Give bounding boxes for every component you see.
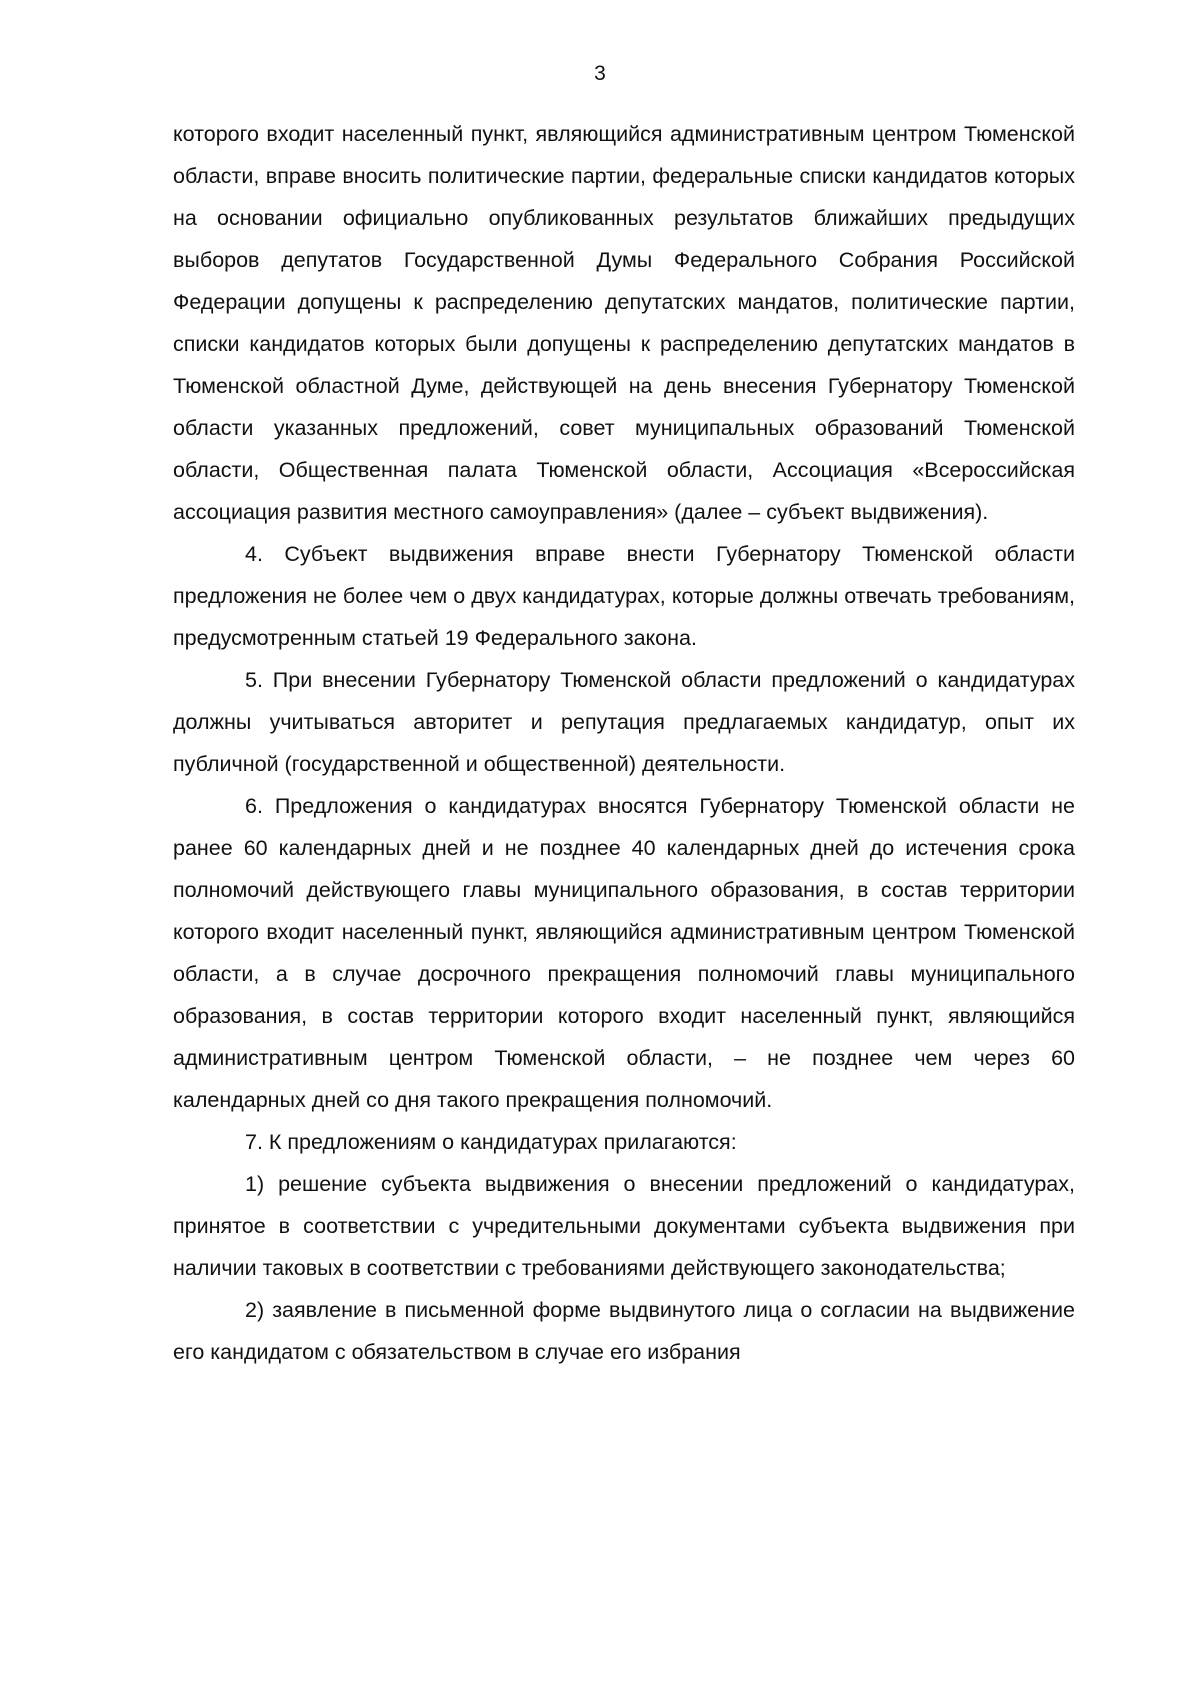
paragraph-continuation: которого входит населенный пункт, являющийся административным центром Тюменской области, вправе вносить политические партии, федеральные списки кандидатов которых на основании официально опубликованных результатов ближайших предыдущих выборов депутатов Государственной Думы Федерального Собрания Российской Федерации допущены к распределению депутатских мандатов, политические партии, списки кандидатов которых были допущены к распределению депутатских мандатов в Тюменской областной Думе, действующей на день внесения Губернатору Тюменской области указанных предложений, совет муниципальных образований Тюменской области, Общественная палата Тюменской области, Ассоциация «Всероссийская ассоциация развития местного самоуправления» (далее – субъект выдвижения). bbox=[173, 122, 1075, 524]
paragraph-item-4: 4. Субъект выдвижения вправе внести Губернатору Тюменской области предложения не более чем о двух кандидатурах, которые должны отвечать требованиям, предусмотренным статьей 19 Федерального закона. bbox=[173, 542, 1075, 650]
paragraph-item-7: 7. К предложениям о кандидатурах прилагаются: bbox=[245, 1130, 737, 1154]
paragraph-item-5: 5. При внесении Губернатору Тюменской области предложений о кандидатурах должны учитываться авторитет и репутация предлагаемых кандидатур, опыт их публичной (государственной и общественной) деятельности. bbox=[173, 668, 1075, 776]
subitem-2: 2) заявление в письменной форме выдвинутого лица о согласии на выдвижение его кандидатом с обязательством в случае его избрания bbox=[173, 1298, 1075, 1364]
paragraph-item-6: 6. Предложения о кандидатурах вносятся Губернатору Тюменской области не ранее 60 календарных дней и не позднее 40 календарных дней до истечения срока полномочий действующего главы муниципального образования, в состав территории которого входит населенный пункт, являющийся административным центром Тюменской области, а в случае досрочного прекращения полномочий главы муниципального образования, в состав территории которого входит населенный пункт, являющийся административным центром Тюменской области, – не позднее чем через 60 календарных дней со дня такого прекращения полномочий. bbox=[173, 794, 1075, 1112]
document-body bbox=[173, 113, 1075, 1373]
subitem-1: 1) решение субъекта выдвижения о внесении предложений о кандидатурах, принятое в соответствии с учредительными документами субъекта выдвижения при наличии таковых в соответствии с требованиями действующего законодательства; bbox=[173, 1172, 1075, 1280]
page-number: 3 bbox=[594, 62, 606, 85]
